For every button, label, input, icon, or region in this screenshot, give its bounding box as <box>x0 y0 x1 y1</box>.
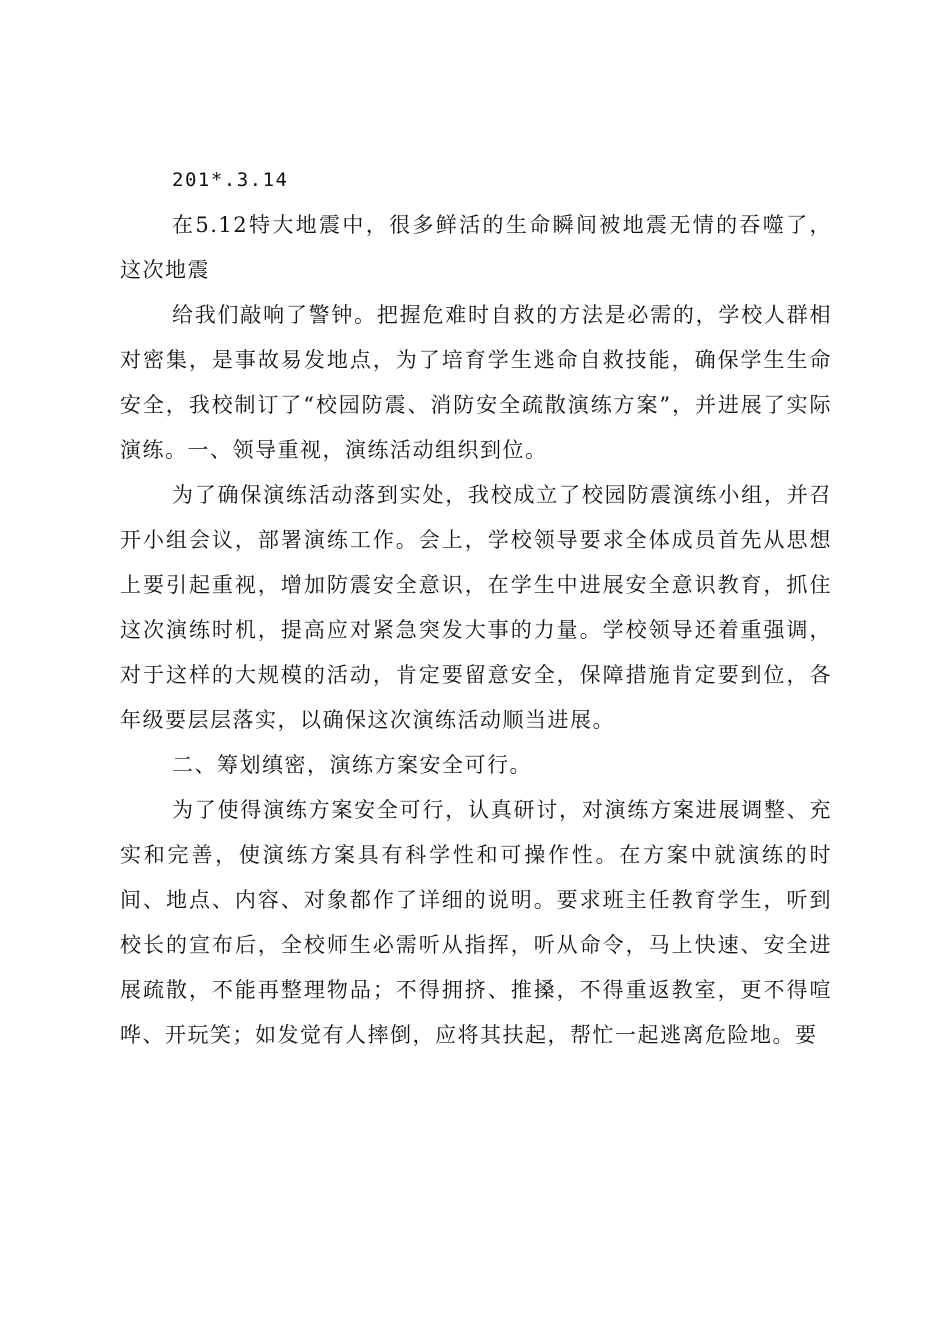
paragraph-earthquake-intro: 在5.12特大地震中，很多鲜活的生命瞬间被地震无情的吞噬了，这次地震 <box>120 213 832 282</box>
paragraph-leadership: 为了确保演练活动落到实处，我校成立了校园防震演练小组，并召开小组会议，部署演练工作。会上，学校领导要求全体成员首先从思想上要引起重视，增加防震安全意识，在学生中进展安全意识教育，抓住这次演练时机，提高应对紧急突发大事的力量。学校领导还着重强调，对于这样的大规模的活动，肯定要留意安全，保障措施肯定要到位，各年级要层层落实，以确保这次演练活动顺当进展。 <box>120 483 832 732</box>
paragraph-plan-details: 为了使得演练方案安全可行，认真研讨，对演练方案进展调整、充实和完善，使演练方案具有科学性和可操作性。在方案中就演练的时间、地点、内容、对象都作了详细的说明。要求班主任教育学生，听到校长的宣布后，全校师生必需听从指挥，听从命令，马上快速、安全进展疏散，不能再整理物品；不得拥挤、推搡，不得重返教室，更不得喧哗、开玩笑；如发觉有人摔倒，应将其扶起，帮忙一起逃离危险地。要 <box>120 798 832 1047</box>
document-date: 201*.3.14 <box>172 169 289 191</box>
paragraph-drill-plan: 给我们敲响了警钟。把握危难时自救的方法是必需的，学校人群相对密集，是事故易发地点，为了培育学生逃命自救技能，确保学生生命安全，我校制订了“校园防震、消防安全疏散演练方案”，并进展了实际演练。一、领导重视，演练活动组织到位。 <box>120 303 832 462</box>
section-heading-planning: 二、筹划缜密，演练方案安全可行。 <box>172 753 532 777</box>
document-body <box>120 158 832 1058</box>
